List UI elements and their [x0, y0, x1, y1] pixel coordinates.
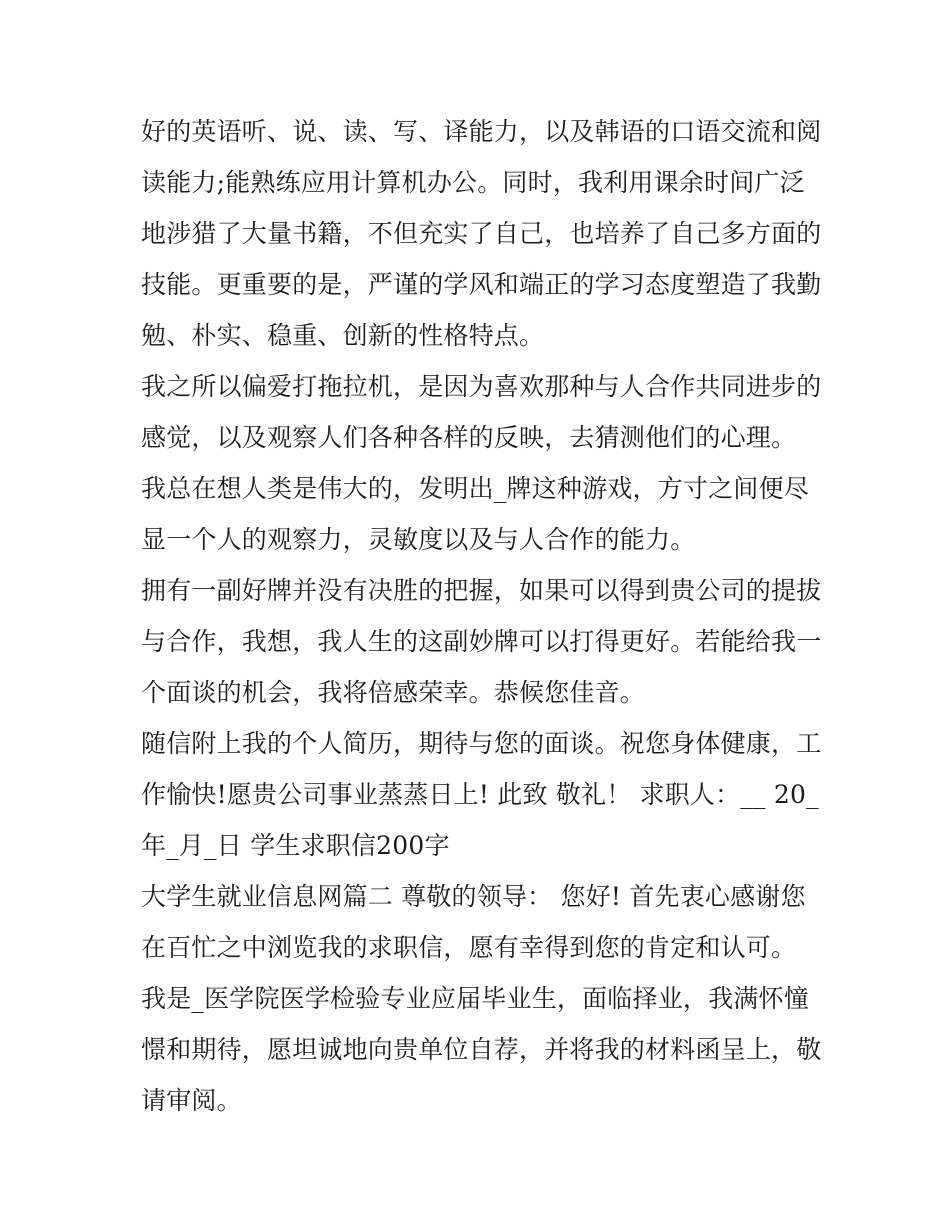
text-line: 请审阅。	[141, 1086, 242, 1115]
text-line: 拥有一副好牌并没有决胜的把握，如果可以得到贵公司的提拔	[141, 576, 822, 605]
text-line: 憬和期待，愿坦诚地向贵单位自荐，并将我的材料函呈上，敬	[141, 1035, 822, 1064]
text-line: 我是_医学院医学检验专业应届毕业生，面临择业，我满怀憧	[141, 984, 809, 1013]
text-line: 作愉快!愿贵公司事业蒸蒸日上! 此致 敬礼！ 求职人：__ 20_	[141, 780, 819, 809]
text-line: 随信附上我的个人简历，期待与您的面谈。祝您身体健康，工	[141, 729, 822, 758]
text-line: 大学生就业信息网篇二 尊敬的领导： 您好! 首先衷心感谢您	[141, 882, 806, 911]
text-line: 年_月_日 学生求职信200字	[141, 831, 450, 860]
body-text	[141, 106, 821, 1126]
text-line: 个面谈的机会，我将倍感荣幸。恭候您佳音。	[141, 678, 646, 707]
text-line: 地涉猎了大量书籍，不但充实了自己，也培养了自己多方面的	[141, 219, 822, 248]
text-line: 好的英语听、说、读、写、译能力，以及韩语的口语交流和阅	[141, 117, 822, 146]
text-line: 显一个人的观察力，灵敏度以及与人合作的能力。	[141, 525, 696, 554]
text-line: 勉、朴实、稳重、创新的性格特点。	[141, 321, 545, 350]
text-line: 技能。更重要的是，严谨的学风和端正的学习态度塑造了我勤	[141, 270, 822, 299]
text-line: 在百忙之中浏览我的求职信，愿有幸得到您的肯定和认可。	[141, 933, 797, 962]
text-line: 我总在想人类是伟大的，发明出_牌这种游戏，方寸之间便尽	[141, 474, 809, 503]
text-line: 与合作，我想，我人生的这副妙牌可以打得更好。若能给我一	[141, 627, 822, 656]
text-line: 读能力;能熟练应用计算机办公。同时，我利用课余时间广泛	[141, 168, 805, 197]
text-line: 我之所以偏爱打拖拉机，是因为喜欢那种与人合作共同进步的	[141, 372, 822, 401]
text-line: 感觉，以及观察人们各种各样的反映，去猜测他们的心理。	[141, 423, 797, 452]
